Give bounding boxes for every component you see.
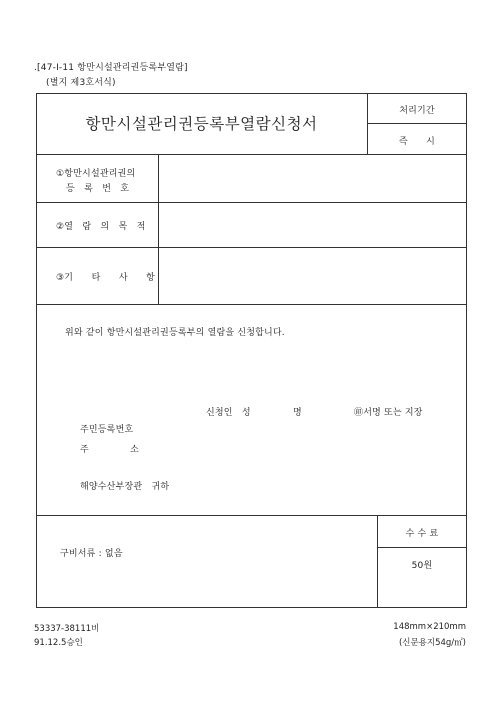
field-label-other: ③기 타 사 항 <box>56 273 156 283</box>
processing-period-value: 즉 시 <box>398 137 436 147</box>
paper-size: 148mm×210mm <box>393 622 466 632</box>
form-subreference: (별지 제3호서식) <box>46 78 116 88</box>
address-label-1: 주 <box>80 445 89 455</box>
divider-fee <box>377 547 467 548</box>
field-label-registration-no-2: 등 록 번 호 <box>66 184 130 194</box>
processing-period-label: 처리기간 <box>399 106 435 116</box>
form-title: 항만시설관리권등록부열람신청서 <box>85 115 318 133</box>
required-documents: 구비서류 : 없음 <box>60 549 123 559</box>
registration-no-field[interactable] <box>159 155 466 201</box>
recipient: 해양수산부장관 귀하 <box>80 482 170 492</box>
field-label-registration-no: ①항만시설관리권의 <box>56 169 136 179</box>
divider-row3 <box>36 304 467 305</box>
approval-date: 91.12.5승인 <box>34 638 83 648</box>
fee-value: 50원 <box>411 561 433 571</box>
paper-type: (신문용지54g/㎡) <box>398 638 466 648</box>
divider-body <box>36 515 467 516</box>
applicant-name-label: 명 <box>293 408 302 418</box>
divider-processing <box>367 123 467 124</box>
form-reference: .[47-Ⅰ-11 항만시설관리권등록부열람] <box>34 63 188 73</box>
application-statement: 위와 같이 항만시설관리권등록부의 열람을 신청합니다. <box>65 328 285 338</box>
fee-label: 수 수 료 <box>405 529 439 539</box>
signature-label: ㊞서명 또는 지장 <box>354 408 423 418</box>
resident-no-label: 주민등록번호 <box>80 425 134 435</box>
purpose-field[interactable] <box>159 203 466 246</box>
address-label-2: 소 <box>130 445 139 455</box>
form-code: 53337-38111비 <box>34 624 100 634</box>
other-field[interactable] <box>159 248 466 303</box>
applicant-label: 신청인 성 <box>206 408 251 418</box>
field-label-purpose: ②열 람 의 목 적 <box>56 222 146 232</box>
